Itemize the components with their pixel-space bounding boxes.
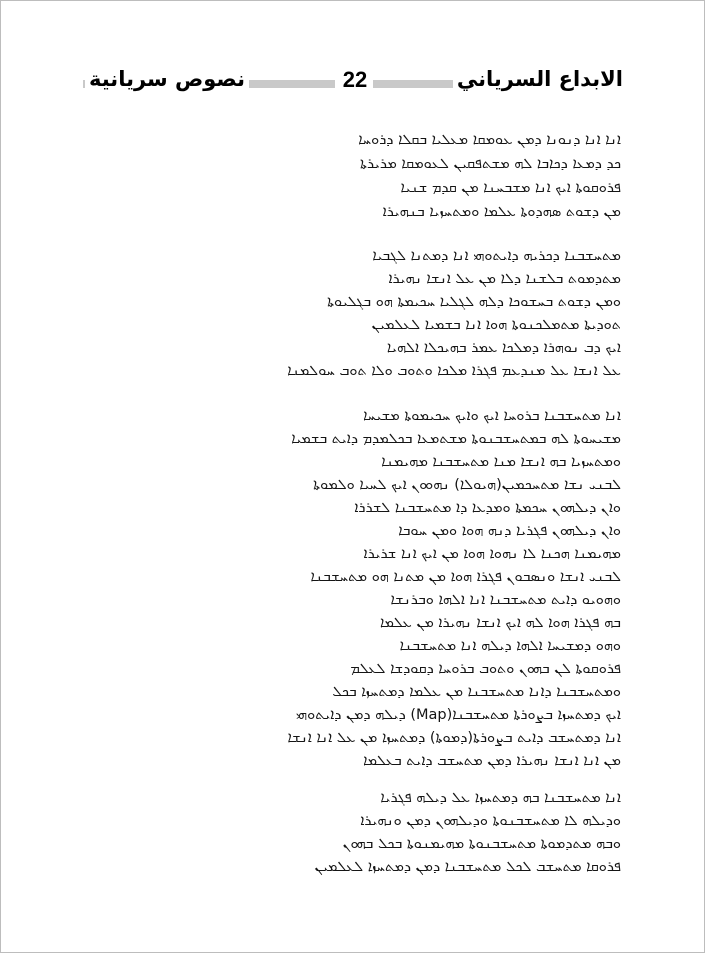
page-header	[79, 61, 625, 101]
verse-line: ܡܬܚܫܒܢܐ ܕܟܪܝܗ ܕܐܝܬܘܗܝ ܐܢܐ ܕܡܬܢܐ ܠܓܒܝܐ	[372, 248, 621, 264]
verse-line: ܠܒܢܝ ܐܢܫܐ ܘܢܣܒܘܢ ܦܓܪܐ ܗܘܐ ܡܢ ܡܬܢܐ ܗܘ ܡܬܚܫܒܢܐ	[310, 569, 621, 585]
verse-line: ܒܗ ܦܓܪܐ ܗܘܐ ܠܗ ܐܝܟ ܐܢܫܐ ܢܗܝܪܐ ܡܢ ܥܠܡܐ	[379, 615, 621, 631]
verse-line: ܦܪܘܩܘܬܐ ܠܢ ܒܗܘܢ ܘܬܘܒ ܒܪܘܚܐ ܕܩܘܕܫܐ ܠܥܠܡ	[350, 661, 621, 677]
verse-line: ܘܕܝܠܗ ܠܐ ܡܬܚܫܒܢܘܬܐ ܘܕܝܠܗܘܢ ܕܡܢ ܘܢܗܝܪܐ	[360, 813, 621, 829]
verse-line: ܐܢܐ ܐܢܐ ܕܢܘܢܐ ܕܡܢ ܥܘܡܩܐ ܡܥܠܝܐ ܒܩܠܐ ܕܪܘܚܐ	[358, 132, 621, 148]
verse-line: ܐܢܐ ܡܬܚܫܒܢܐ ܒܪܘܚܐ ܐܝܟ ܘܐܝܟ ܚܟܝܡܘܬܐ ܡܫܝܚܐ	[363, 408, 621, 424]
verse-line: ܡܢ ܕܫܘܬ ܣܗܕܘܬܐ ܥܠܡܐ ܘܡܬܚܙܝܐ ܒܢܗܝܪܐ	[382, 204, 621, 220]
verse-line: ܡܫܝܚܘܬܐ ܠܗ ܒܡܬܚܫܒܢܘܬܐ ܡܫܬܡܥܐ ܒܟܠܡܕܡ ܕܐܝܬ ܒܫܡܝܐ	[291, 431, 621, 447]
verse-line: ܐܢܐ ܡܬܚܫܒܢܐ ܒܗ ܕܡܬܚܙܐ ܥܠ ܕܝܠܗ ܦܓܪܝܐ	[380, 790, 621, 806]
verse-line: ܡܢ ܐܢܐ ܐܢܫܐ ܢܗܝܪܐ ܕܡܢ ܡܬܚܫܒ ܕܐܝܬ ܒܥܠܡܐ	[363, 753, 621, 769]
verse-line: ܠܒܢܝ ܢܫܐ ܡܬܚܟܡܝܢ(ܗܝܘܠܐ) ܢܗܘܘܢ ܐܝܟ ܠܚܝܐ ܘܠܡܘܬܐ	[313, 477, 621, 493]
verse-line: ܘܡܬܚܫܒܢܐ ܕܐܢܐ ܡܬܚܫܒܢܐ ܡܢ ܥܠܡܐ ܕܡܬܚܙܐ ܒܟܠ	[332, 684, 621, 700]
book-title: الابداع السرياني	[453, 65, 627, 93]
verse-line: ܘܐܢ ܕܝܠܗܘܢ ܦܓܪܝܐ ܕܢܗ ܗܘܐ ܘܡܢ ܚܘܒܐ	[398, 523, 621, 539]
verse-line: ܘܐܢ ܕܝܠܗܘܢ ܚܟܡܬܐ ܘܡܕܥܐ ܕܐ ܡܬܚܫܒܢܐ ܠܫܪܪܐ	[354, 500, 621, 516]
verse-line: ܦܪܘܩܘܬܐ ܐܝܟ ܐܢܐ ܡܫܒܚܢܐ ܡܢ ܩܕܡ ܫܢܝܐ	[400, 180, 621, 196]
verse-line: ܐܢܐ ܕܡܬܚܫܒ ܕܐܝܬ ܒܨܘܪܬܐ(ܕܡܘܬܐ) ܕܡܬܚܙܐ ܡܢ ܥܠ ܐܢܐ ܐܢܫܐ	[287, 730, 621, 746]
verse-line: ܘܡܬܚܙܝܐ ܒܗ ܐܢܫܐ ܡܢܐ ܡܬܚܫܒܢܐ ܡܗܝܡܢܐ	[381, 454, 621, 470]
verse-line: ܦܪܘܩܐ ܡܬܚܫܒ ܠܟܠ ܡܬܚܫܒܢܐ ܕܡܢ ܕܡܬܚܙܐ ܠܥܠܡܝܢ	[314, 859, 621, 875]
verse-line: ܬܘܕܝܬܐ ܡܬܡܠܟܢܘܬܐ ܗܘܐ ܐܢܐ ܒܫܡܝܐ ܠܥܠܡܝܢ	[371, 317, 621, 333]
verse-line: ܘܡܢ ܕܫܘܬ ܒܚܫܘܟܐ ܕܠܗ ܠܓܠܝܐ ܚܟܝܡܬܐ ܗܘ ܒܓܠܝܘܬܐ	[327, 294, 621, 310]
verse-line: ܥܠ ܐܢܫܐ ܥܠ ܡܢܕܥܡ ܦܓܪܐ ܡܠܟܐ ܘܬܘܒ ܘܠܐ ܬܘܒ ܚܘܠܡܢܐ	[287, 363, 621, 379]
verse-line: ܘܗܘܝܘ ܕܐܝܬ ܡܬܚܫܒܢܐ ܐܢܐ ܐܠܗܐ ܘܒܪܢܫܐ	[390, 592, 621, 608]
verse-line: ܟܕ ܕܡܥܐ ܕܟܐܒܐ ܠܗ ܡܫܬܦܩܝܢ ܠܥܘܡܩܐ ܡܪܝܪܬܐ	[360, 156, 621, 172]
verse-line: ܡܬܕܡܘܬ ܒܠܫܢܐ ܕܠܐ ܡܢ ܥܠ ܐܢܫܐ ܢܗܝܪܐ	[388, 271, 621, 287]
verse-line: ܡܗܝܡܢܐ ܗܟܢܐ ܠܐ ܢܗܘܐ ܗܘܐ ܡܢ ܐܝܟ ܐܢܐ ܫܪܝܪܐ	[363, 546, 621, 562]
section-title: نصوص سريانية	[85, 65, 249, 93]
verse-line: ܐܝܟ ܕܒ ܢܘܗܪܐ ܕܡܠܟܐ ܥܡܪ ܒܗܝܟܠܐ ܐܠܗܝܐ	[386, 340, 621, 356]
verse-line: ܘܒܗ ܡܬܕܡܘܬܐ ܡܬܚܫܒܢܘܬܐ ܡܗܝܡܢܘܬܐ ܒܟܠ ܒܗܘܢ	[342, 836, 621, 852]
page-number: 22	[337, 65, 373, 95]
verse-line: ܘܗܘ ܕܡܫܝܚܐ ܐܠܗܐ ܕܝܠܗ ܐܢܐ ܡܬܚܫܒܢܐ	[399, 638, 621, 654]
verse-line: ܐܝܟ ܕܡܬܚܙܐ ܒܨܘܪܬܐ ܡܬܚܫܒܢܐ(Map) ܕܝܠܗ ܕܡܢ ܕܐܝܬܘܗܝ	[296, 707, 621, 723]
